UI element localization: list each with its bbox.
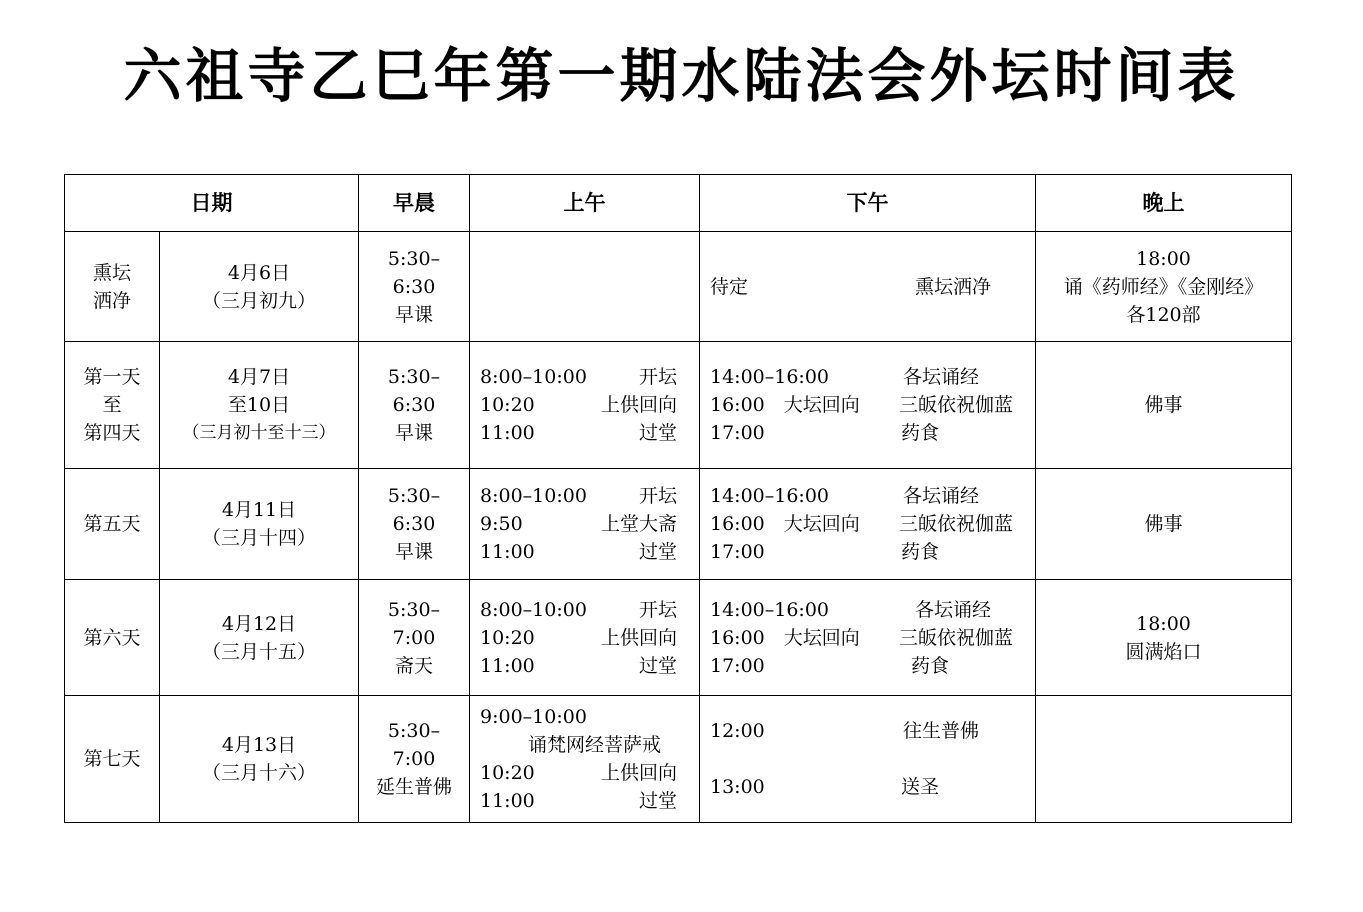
header-afternoon: 下午 [700, 175, 1036, 232]
early-cell: 5:30– 6:30 早课 [359, 342, 470, 469]
table-row [65, 580, 1292, 696]
date-cell: 4月6日 （三月初九） [160, 232, 359, 342]
table-row [65, 696, 1292, 823]
forenoon-cell: 8:00–10:00 开坛 10:20 上供回向 11:00 过堂 [470, 342, 700, 469]
evening-cell: 佛事 [1036, 469, 1292, 580]
table-row [65, 469, 1292, 580]
day-cell: 第一天 至 第四天 [65, 342, 160, 469]
table-row [65, 342, 1292, 469]
early-cell: 5:30– 6:30 早课 [359, 232, 470, 342]
evening-cell [1036, 696, 1292, 823]
evening-cell: 佛事 [1036, 342, 1292, 469]
evening-cell: 18:00 诵《药师经》《金刚经》 各120部 [1036, 232, 1292, 342]
early-cell: 5:30– 7:00 延生普佛 [359, 696, 470, 823]
forenoon-cell [470, 232, 700, 342]
header-morning: 早晨 [359, 175, 470, 232]
header-evening: 晚上 [1036, 175, 1292, 232]
afternoon-cell: 12:00 往生普佛 13:00 送圣 [700, 696, 1036, 823]
day-cell: 第七天 [65, 696, 160, 823]
date-cell: 4月13日 （三月十六） [160, 696, 359, 823]
date-cell: 4月12日 （三月十五） [160, 580, 359, 696]
afternoon-cell: 14:00–16:00 各坛诵经 16:00 大坛回向 三皈依祝伽蓝 17:00 药食 [700, 469, 1036, 580]
afternoon-cell: 待定 熏坛洒净 [700, 232, 1036, 342]
header-forenoon: 上午 [470, 175, 700, 232]
afternoon-cell: 14:00–16:00 各坛诵经 16:00 大坛回向 三皈依祝伽蓝 17:00 药食 [700, 580, 1036, 696]
afternoon-cell: 14:00–16:00 各坛诵经 16:00 大坛回向 三皈依祝伽蓝 17:00 药食 [700, 342, 1036, 469]
table-header-row [65, 175, 1292, 232]
date-cell: 4月11日 （三月十四） [160, 469, 359, 580]
header-date: 日期 [65, 175, 359, 232]
day-cell: 第五天 [65, 469, 160, 580]
forenoon-cell: 8:00–10:00 开坛 9:50 上堂大斋 11:00 过堂 [470, 469, 700, 580]
date-cell: 4月7日 至10日 （三月初十至十三） [160, 342, 359, 469]
early-cell: 5:30– 6:30 早课 [359, 469, 470, 580]
table-row [65, 232, 1292, 342]
schedule-table [64, 174, 1292, 823]
day-cell: 熏坛 洒净 [65, 232, 160, 342]
forenoon-cell: 9:00–10:00 诵梵网经菩萨戒 10:20 上供回向 11:00 过堂 [470, 696, 700, 823]
forenoon-cell: 8:00–10:00 开坛 10:20 上供回向 11:00 过堂 [470, 580, 700, 696]
page-title: 六祖寺乙巳年第一期水陆法会外坛时间表 [123, 42, 1240, 110]
evening-cell: 18:00 圆满焰口 [1036, 580, 1292, 696]
day-cell: 第六天 [65, 580, 160, 696]
early-cell: 5:30– 7:00 斋天 [359, 580, 470, 696]
